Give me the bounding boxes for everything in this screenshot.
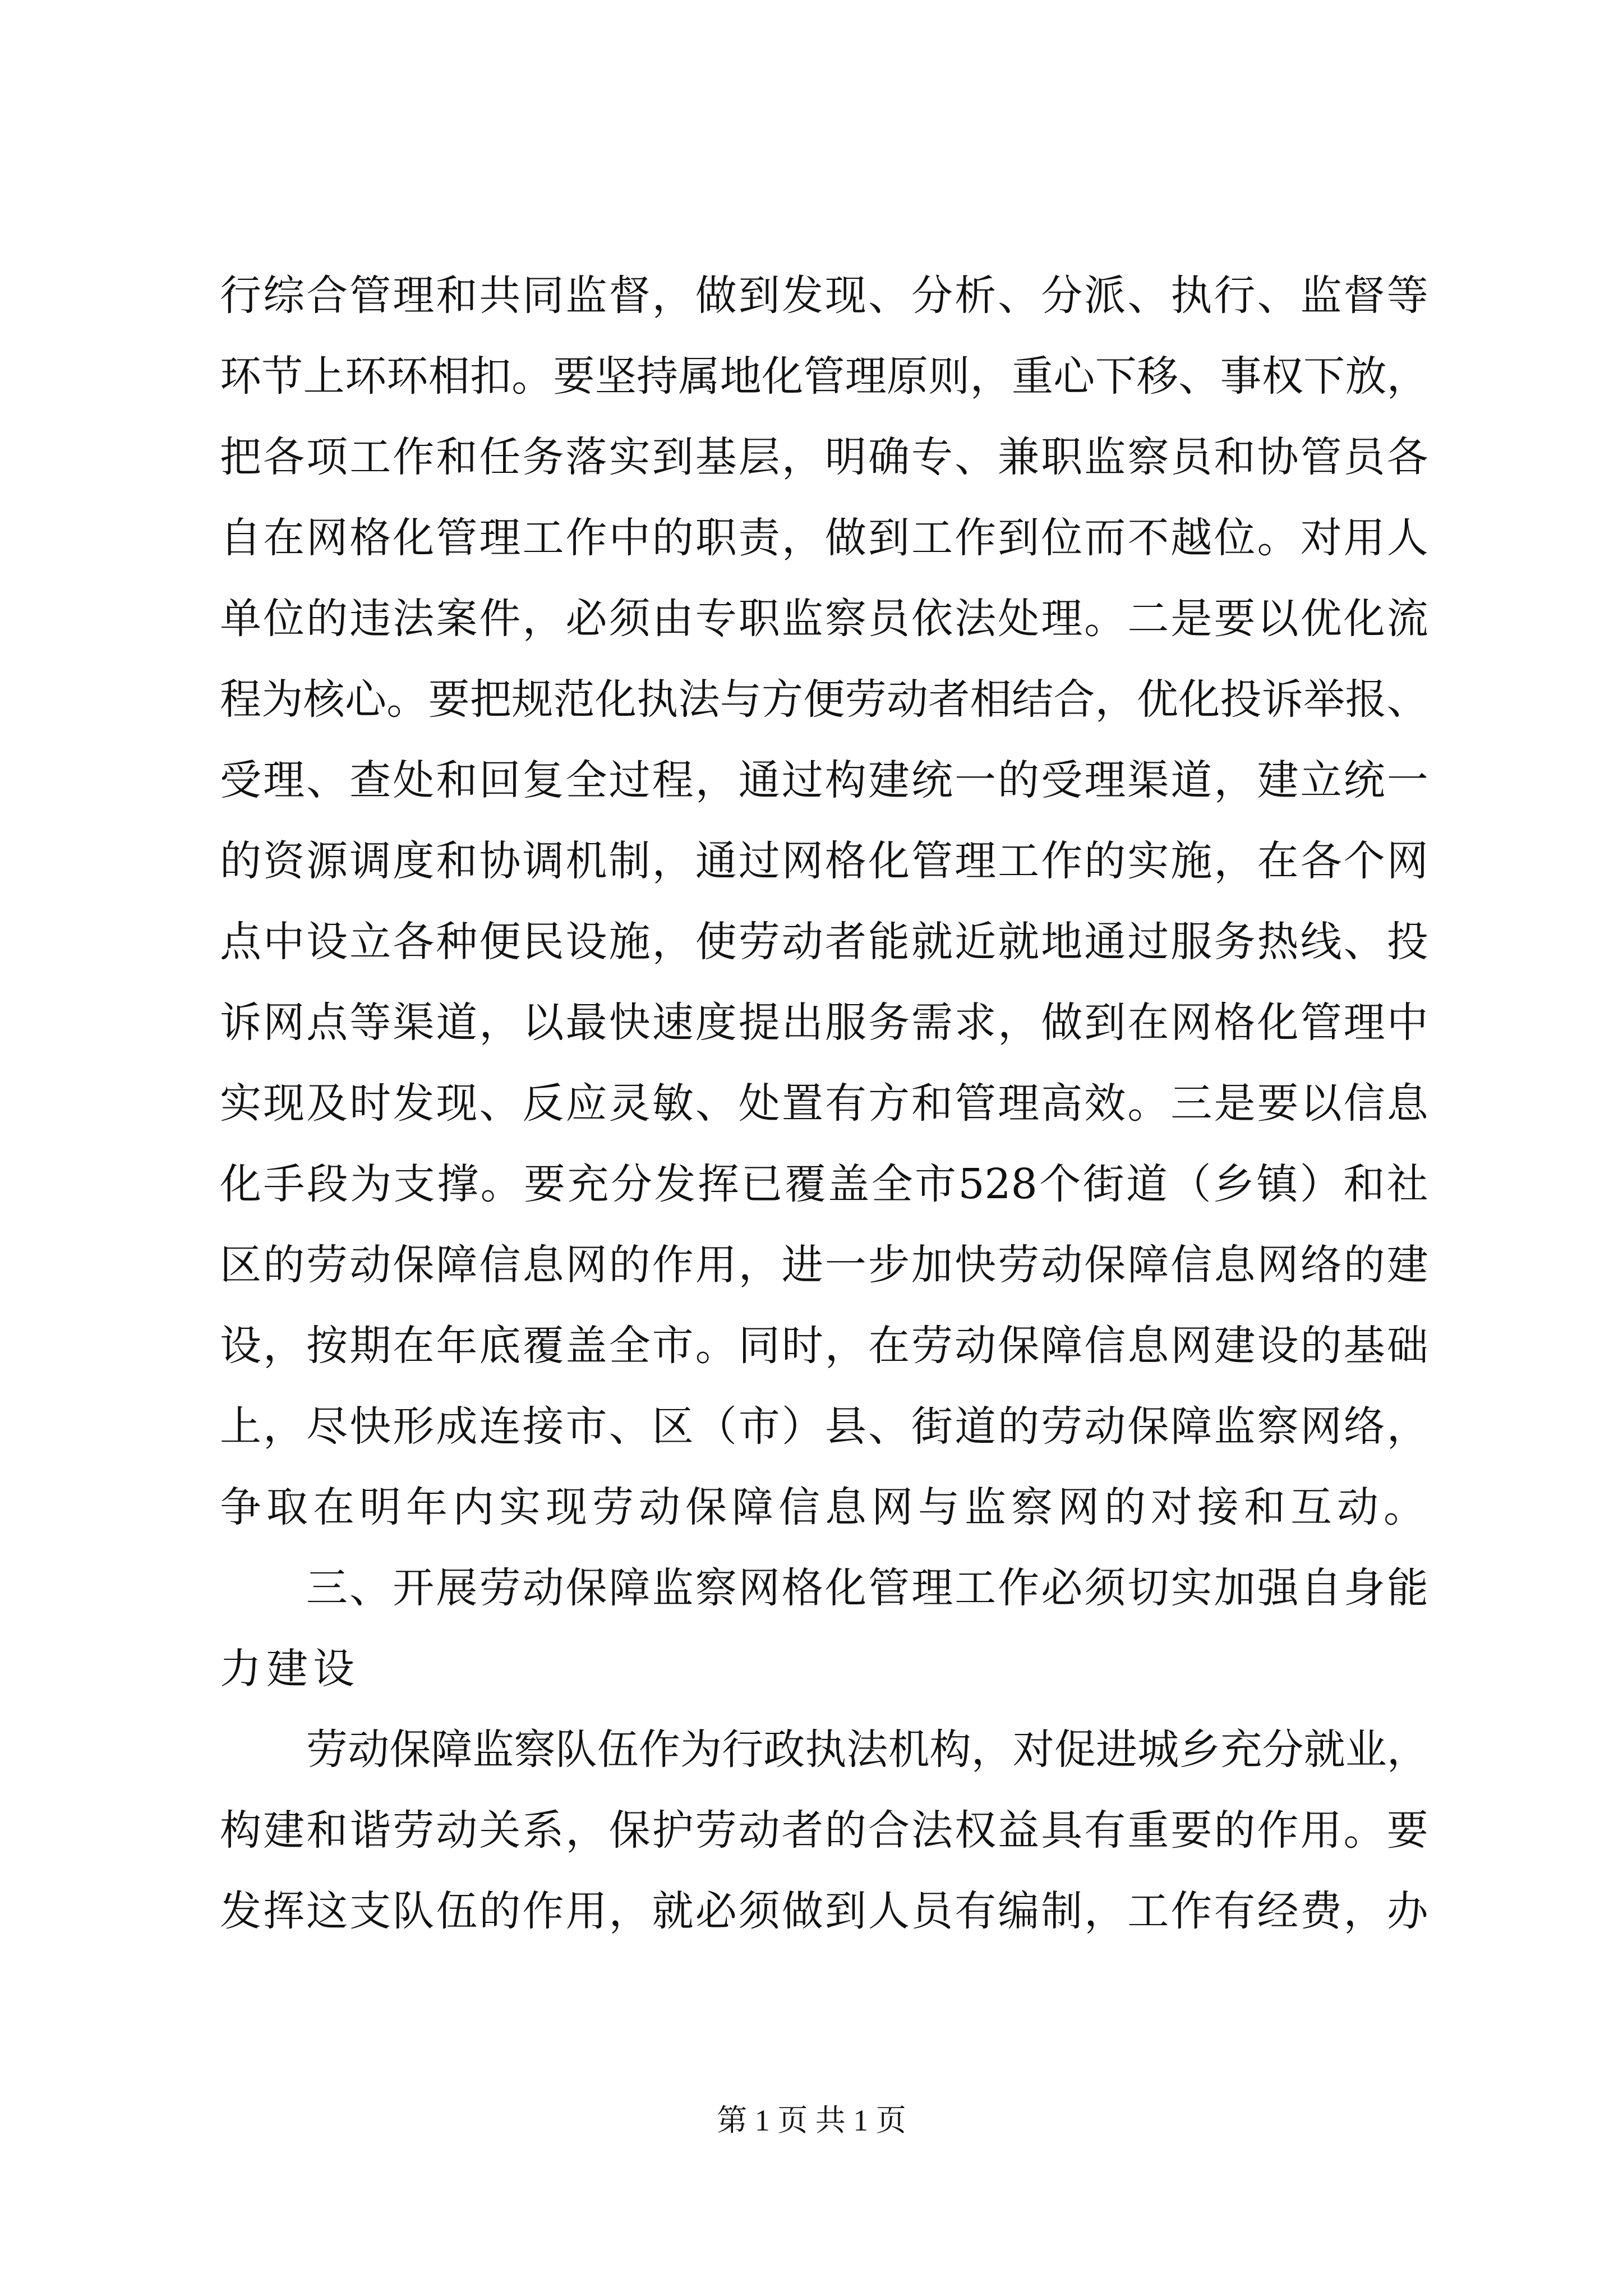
text-line: 点 中 设 立 各 种 便 民 设 施 ， 使 劳 动 者 能 就 近 就 地 通 过 服 务 热 线 、 投 bbox=[220, 918, 1428, 966]
text-line: 三 、 开 展 劳 动 保 障 监 察 网 格 化 管 理 工 作 必 须 切 实 加 强 自 身 能 bbox=[306, 1564, 1428, 1612]
text-line: 争取在明年内实现劳动保障信息网与监察网的对接和互动。 bbox=[220, 1483, 1430, 1531]
text-line: 单 位 的 违 法 案 件 ， 必 须 由 专 职 监 察 员 依 法 处 理 。 二 是 要 以 优 化 流 bbox=[220, 595, 1428, 643]
text-line: 构 建 和 谐 劳 动 关 系 ， 保 护 劳 动 者 的 合 法 权 益 具 有 重 要 的 作 用 。 要 bbox=[220, 1806, 1428, 1855]
text-line: 程 为 核 心 。 要 把 规 范 化 执 法 与 方 便 劳 动 者 相 结 合 ， 优 化 投 诉 举 报 、 bbox=[220, 675, 1428, 724]
text-line: 受 理 、 查 处 和 回 复 全 过 程 ， 通 过 构 建 统 一 的 受 理 渠 道 ， 建 立 统 一 bbox=[220, 756, 1428, 804]
text-line: 的 资 源 调 度 和 协 调 机 制 ， 通 过 网 格 化 管 理 工 作 的 实 施 ， 在 各 个 网 bbox=[220, 837, 1428, 885]
text-line: 把 各 项 工 作 和 任 务 落 实 到 基 层 ， 明 确 专 、 兼 职 监 察 员 和 协 管 员 各 bbox=[220, 433, 1428, 481]
text-line: 上 ， 尽 快 形 成 连 接 市 、 区 （ 市 ） 县 、 街 道 的 劳 动 保 障 监 察 网 络 ， bbox=[220, 1402, 1428, 1451]
text-line: 环 节 上 环 环 相 扣 。 要 坚 持 属 地 化 管 理 原 则 ， 重 心 下 移 、 事 权 下 放 ， bbox=[220, 352, 1428, 401]
text-line: 劳 动 保 障 监 察 队 伍 作 为 行 政 执 法 机 构 ， 对 促 进 城 乡 充 分 就 业 ， bbox=[306, 1726, 1428, 1774]
text-line: 区 的 劳 动 保 障 信 息 网 的 作 用 ， 进 一 步 加 快 劳 动 保 障 信 息 网 络 的 建 bbox=[220, 1241, 1428, 1289]
text-line: 诉 网 点 等 渠 道 ， 以 最 快 速 度 提 出 服 务 需 求 ， 做 到 在 网 格 化 管 理 中 bbox=[220, 999, 1428, 1047]
document-body bbox=[220, 255, 1428, 1952]
text-line: 实 现 及 时 发 现 、 反 应 灵 敏 、 处 置 有 方 和 管 理 高 效 。 三 是 要 以 信 息 bbox=[220, 1079, 1428, 1128]
text-line: 发 挥 这 支 队 伍 的 作 用 ， 就 必 须 做 到 人 员 有 编 制 ， 工 作 有 经 费 ， 办 bbox=[220, 1887, 1428, 1935]
text-line: 行 综 合 管 理 和 共 同 监 督 ， 做 到 发 现 、 分 析 、 分 派 、 执 行 、 监 督 等 bbox=[220, 272, 1428, 320]
text-line: 化 手 段 为 支 撑 。 要 充 分 发 挥 已 覆 盖 全 市 528 个 街 道 （ 乡 镇 ） 和 社 bbox=[220, 1160, 1428, 1208]
text-line: 设 ， 按 期 在 年 底 覆 盖 全 市 。 同 时 ， 在 劳 动 保 障 信 息 网 建 设 的 基 础 bbox=[220, 1322, 1428, 1370]
text-line: 自 在 网 格 化 管 理 工 作 中 的 职 责 ， 做 到 工 作 到 位 而 不 越 位 。 对 用 人 bbox=[220, 514, 1428, 562]
page-footer: 第 1 页 共 1 页 bbox=[717, 2104, 906, 2137]
text-line: 力建设 bbox=[220, 1645, 359, 1693]
